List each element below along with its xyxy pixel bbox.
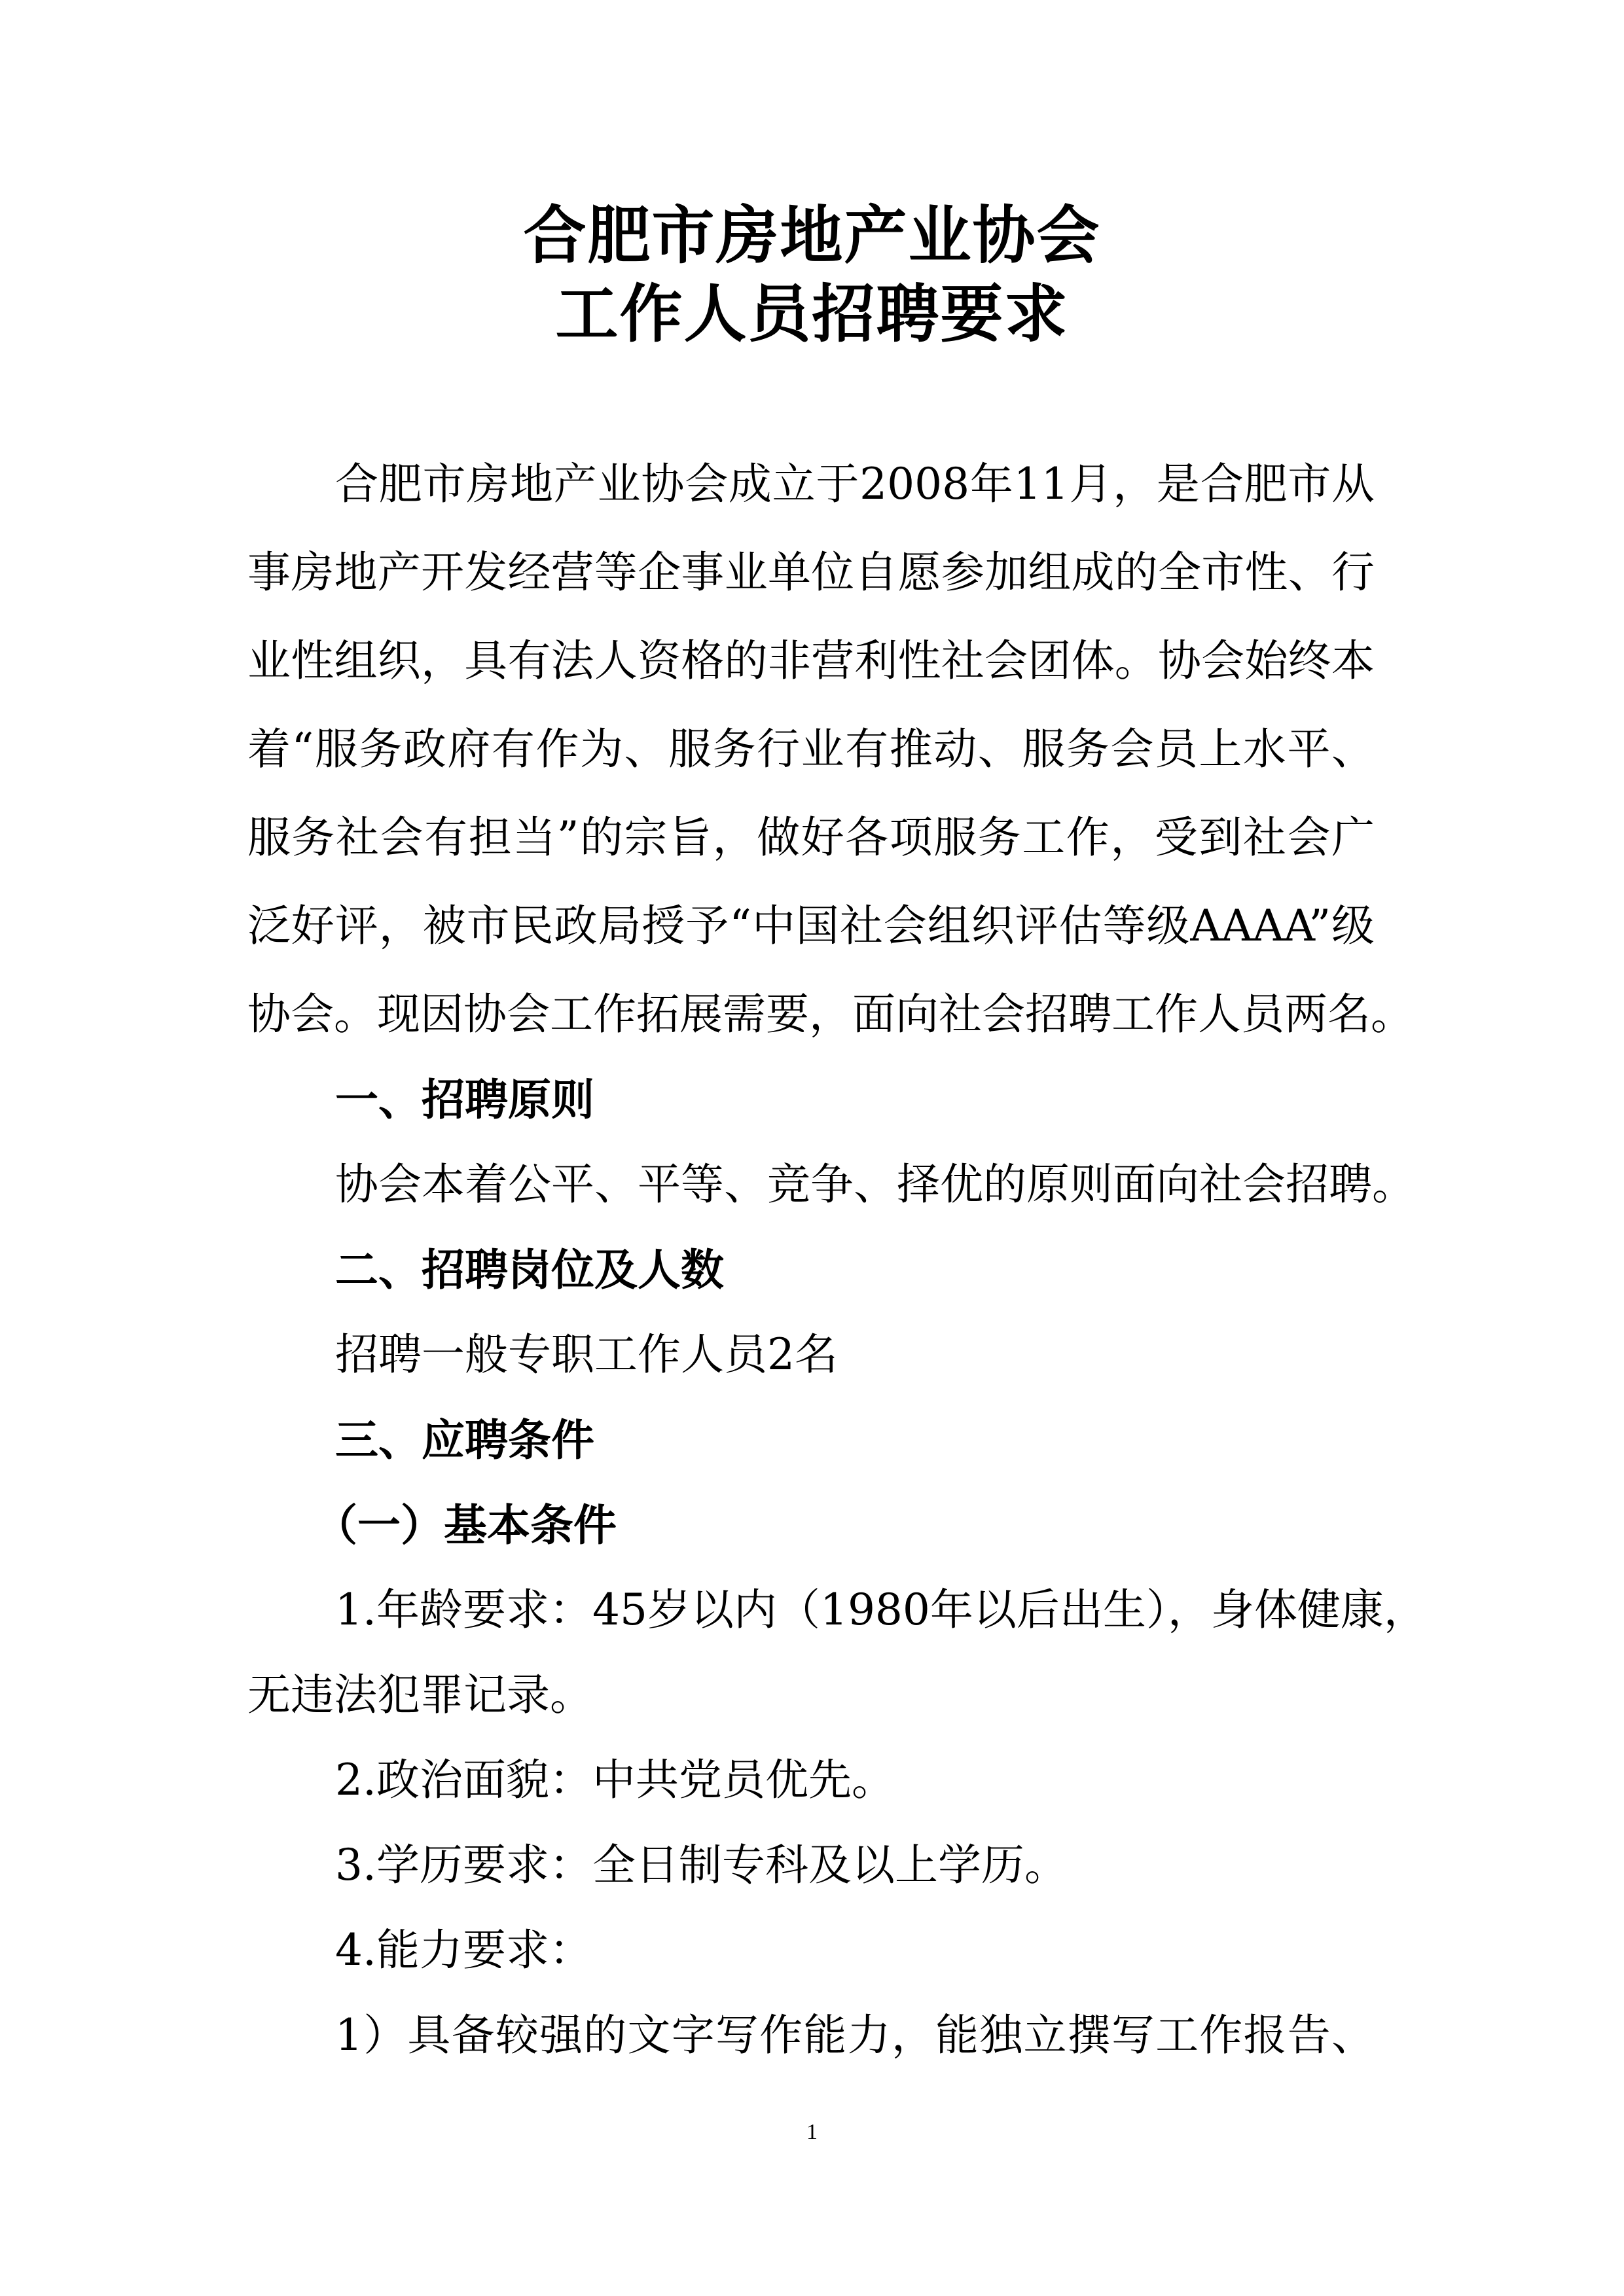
condition-item-2: 2.政治面貌：中共党员优先。 [335,1755,895,1805]
condition-item-1-line-1: 1.年龄要求：45岁以内（1980年以后出生），身体健康， [335,1585,1427,1635]
page-number: 1 [806,2120,818,2144]
document-title-line-2: 工作人员招聘要求 [555,277,1069,351]
intro-line-5: 服务社会有担当”的宗旨，做好各项服务工作，受到社会广 [247,812,1375,863]
intro-line-2: 事房地产开发经营等企事业单位自愿参加组成的全市性、行 [247,547,1375,598]
section-3-sub-heading: （一）基本条件 [314,1499,617,1551]
section-2-text: 招聘一般专职工作人员2名 [335,1329,838,1380]
section-1-text: 协会本着公平、平等、竞争、择优的原则面向社会招聘。 [335,1159,1415,1210]
condition-item-3: 3.学历要求：全日制专科及以上学历。 [335,1840,1068,1890]
intro-line-4: 着“服务政府有作为、服务行业有推动、服务会员上水平、 [247,724,1375,774]
intro-line-1: 合肥市房地产业协会成立于2008年11月，是合肥市从 [335,459,1375,509]
section-2-heading: 二、招聘岗位及人数 [335,1244,724,1295]
intro-line-3: 业性组织，具有法人资格的非营利性社会团体。协会始终本 [247,636,1375,686]
section-1-heading: 一、招聘原则 [335,1074,594,1125]
intro-line-6: 泛好评，被市民政局授予“中国社会组织评估等级AAAA”级 [247,901,1375,951]
condition-item-1-line-2: 无违法犯罪记录。 [247,1670,593,1720]
document-title-line-1: 合肥市房地产业协会 [523,198,1101,272]
intro-line-7: 协会。现因协会工作拓展需要，面向社会招聘工作人员两名。 [247,989,1414,1039]
condition-item-4: 4.能力要求： [335,1925,592,1975]
condition-item-4-sub-1: 1）具备较强的文字写作能力，能独立撰写工作报告、 [335,2010,1375,2060]
section-3-heading: 三、应聘条件 [335,1414,594,1465]
